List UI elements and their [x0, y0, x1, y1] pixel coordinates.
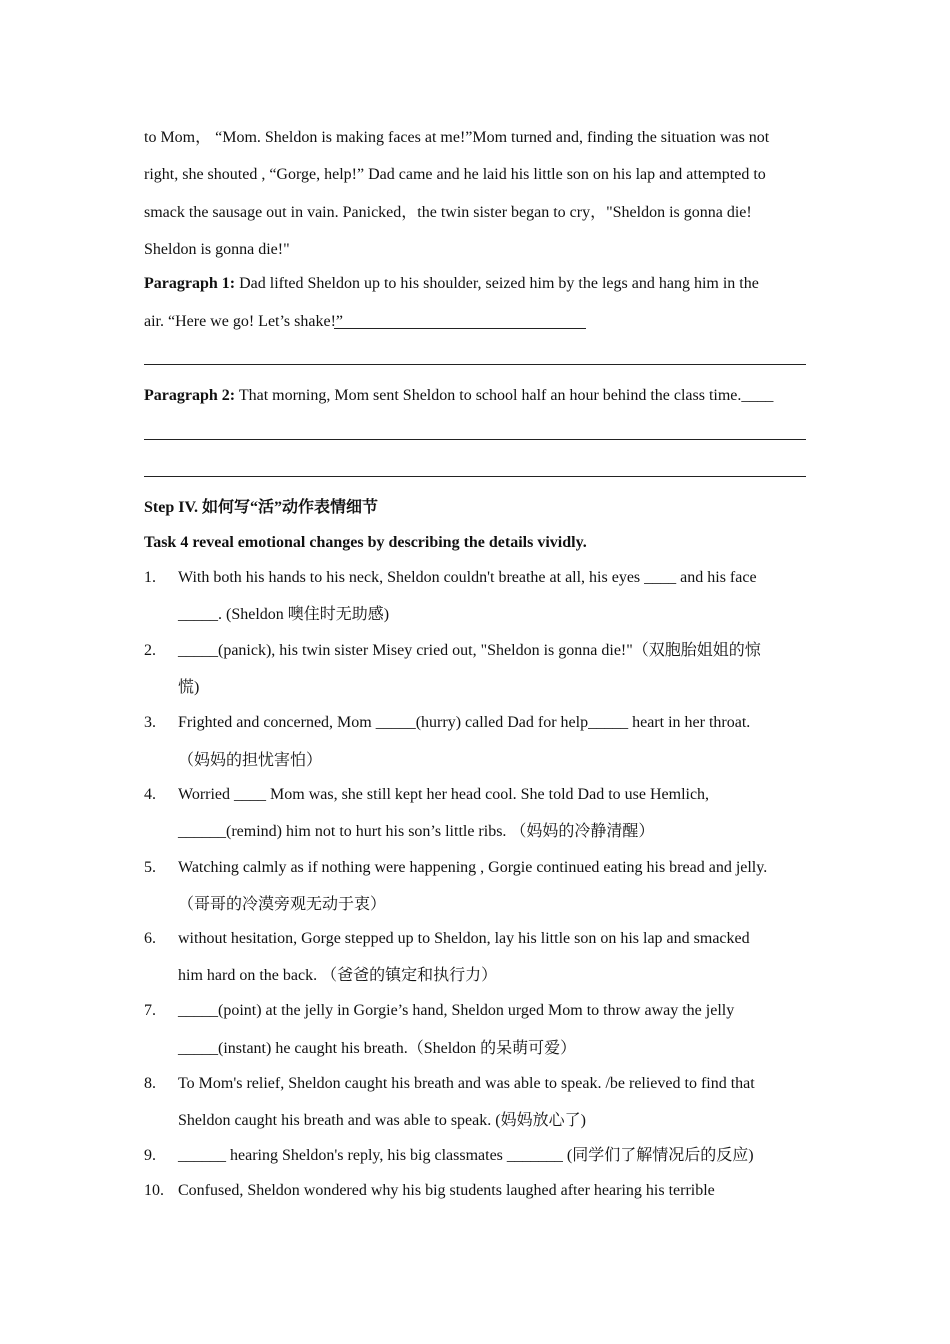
item-line: （妈妈的担忧害怕）	[178, 752, 323, 769]
item-line: Worried ____ Mom was, she still kept her head cool. She told Dad to use Hemlich,	[178, 786, 710, 803]
step4-heading: Step IV. 如何写“活”动作表情细节	[144, 499, 378, 516]
item-line: Confused, Sheldon wondered why his big students laughed after hearing his terrible	[178, 1182, 715, 1199]
intro-line: Sheldon is gonna die!"	[144, 241, 290, 258]
paragraph1-text: Dad lifted Sheldon up to his shoulder, seized him by the legs and hang him in the	[235, 275, 759, 292]
answer-rule	[144, 476, 806, 477]
paragraph2-text: That morning, Mom sent Sheldon to school half an hour behind the class time.____	[235, 387, 774, 404]
paragraph2-line1	[144, 386, 773, 406]
item-line: ______(remind) him not to hurt his son’s little ribs. （妈妈的冷静清醒）	[178, 823, 655, 840]
item-line: _____(point) at the jelly in Gorgie’s hand, Sheldon urged Mom to throw away the jelly	[178, 1002, 735, 1019]
intro-line: to Mom， “Mom. Sheldon is making faces at me!”Mom turned and, finding the situation was not	[144, 129, 770, 146]
answer-rule	[144, 364, 806, 365]
item-line: Watching calmly as if nothing were happening , Gorgie continued eating his bread and jelly.	[178, 859, 768, 876]
item-number: 3.	[144, 714, 156, 731]
item-line: With both his hands to his neck, Sheldon couldn't breathe at all, his eyes ____ and his face	[178, 569, 757, 586]
item-line: Frighted and concerned, Mom _____(hurry) called Dad for help_____ heart in her throat.	[178, 714, 751, 731]
task4-heading: Task 4 reveal emotional changes by describing the details vividly.	[144, 534, 587, 551]
item-number: 1.	[144, 569, 156, 586]
item-line: _____(instant) he caught his breath.（Sheldon 的呆萌可爱）	[178, 1040, 577, 1057]
item-number: 7.	[144, 1002, 156, 1019]
item-line: _____. (Sheldon 噢住时无助感)	[178, 606, 390, 623]
paragraph1-line1	[144, 274, 759, 294]
item-number: 9.	[144, 1147, 156, 1164]
answer-underline	[334, 328, 586, 329]
paragraph1-label: Paragraph 1:	[144, 275, 236, 292]
intro-line: right, she shouted , “Gorge, help!” Dad came and he laid his little son on his lap and attempted to	[144, 166, 766, 183]
item-line: ______ hearing Sheldon's reply, his big classmates _______ (同学们了解情况后的反应)	[178, 1147, 754, 1164]
item-number: 6.	[144, 930, 156, 947]
item-line: To Mom's relief, Sheldon caught his breath and was able to speak. /be relieved to find that	[178, 1075, 755, 1092]
intro-line: smack the sausage out in vain. Panicked，the twin sister began to cry，"Sheldon is gonna die!	[144, 204, 752, 221]
item-line: without hesitation, Gorge stepped up to Sheldon, lay his little son on his lap and smacked	[178, 930, 750, 947]
item-line: Sheldon caught his breath and was able to speak. (妈妈放心了)	[178, 1112, 586, 1129]
item-number: 2.	[144, 642, 156, 659]
item-line: （哥哥的冷漠旁观无动于衷）	[178, 896, 387, 913]
paragraph2-label: Paragraph 2:	[144, 387, 236, 404]
item-number: 5.	[144, 859, 156, 876]
item-number: 8.	[144, 1075, 156, 1092]
answer-rule	[144, 439, 806, 440]
item-line: 慌)	[178, 679, 200, 696]
item-number: 4.	[144, 786, 156, 803]
item-line: him hard on the back. （爸爸的镇定和执行力）	[178, 967, 498, 984]
item-number: 10.	[144, 1182, 164, 1199]
paragraph1-line2: air. “Here we go! Let’s shake!”	[144, 313, 344, 330]
item-line: _____(panick), his twin sister Misey cried out, "Sheldon is gonna die!"（双胞胎姐姐的惊	[178, 642, 761, 659]
